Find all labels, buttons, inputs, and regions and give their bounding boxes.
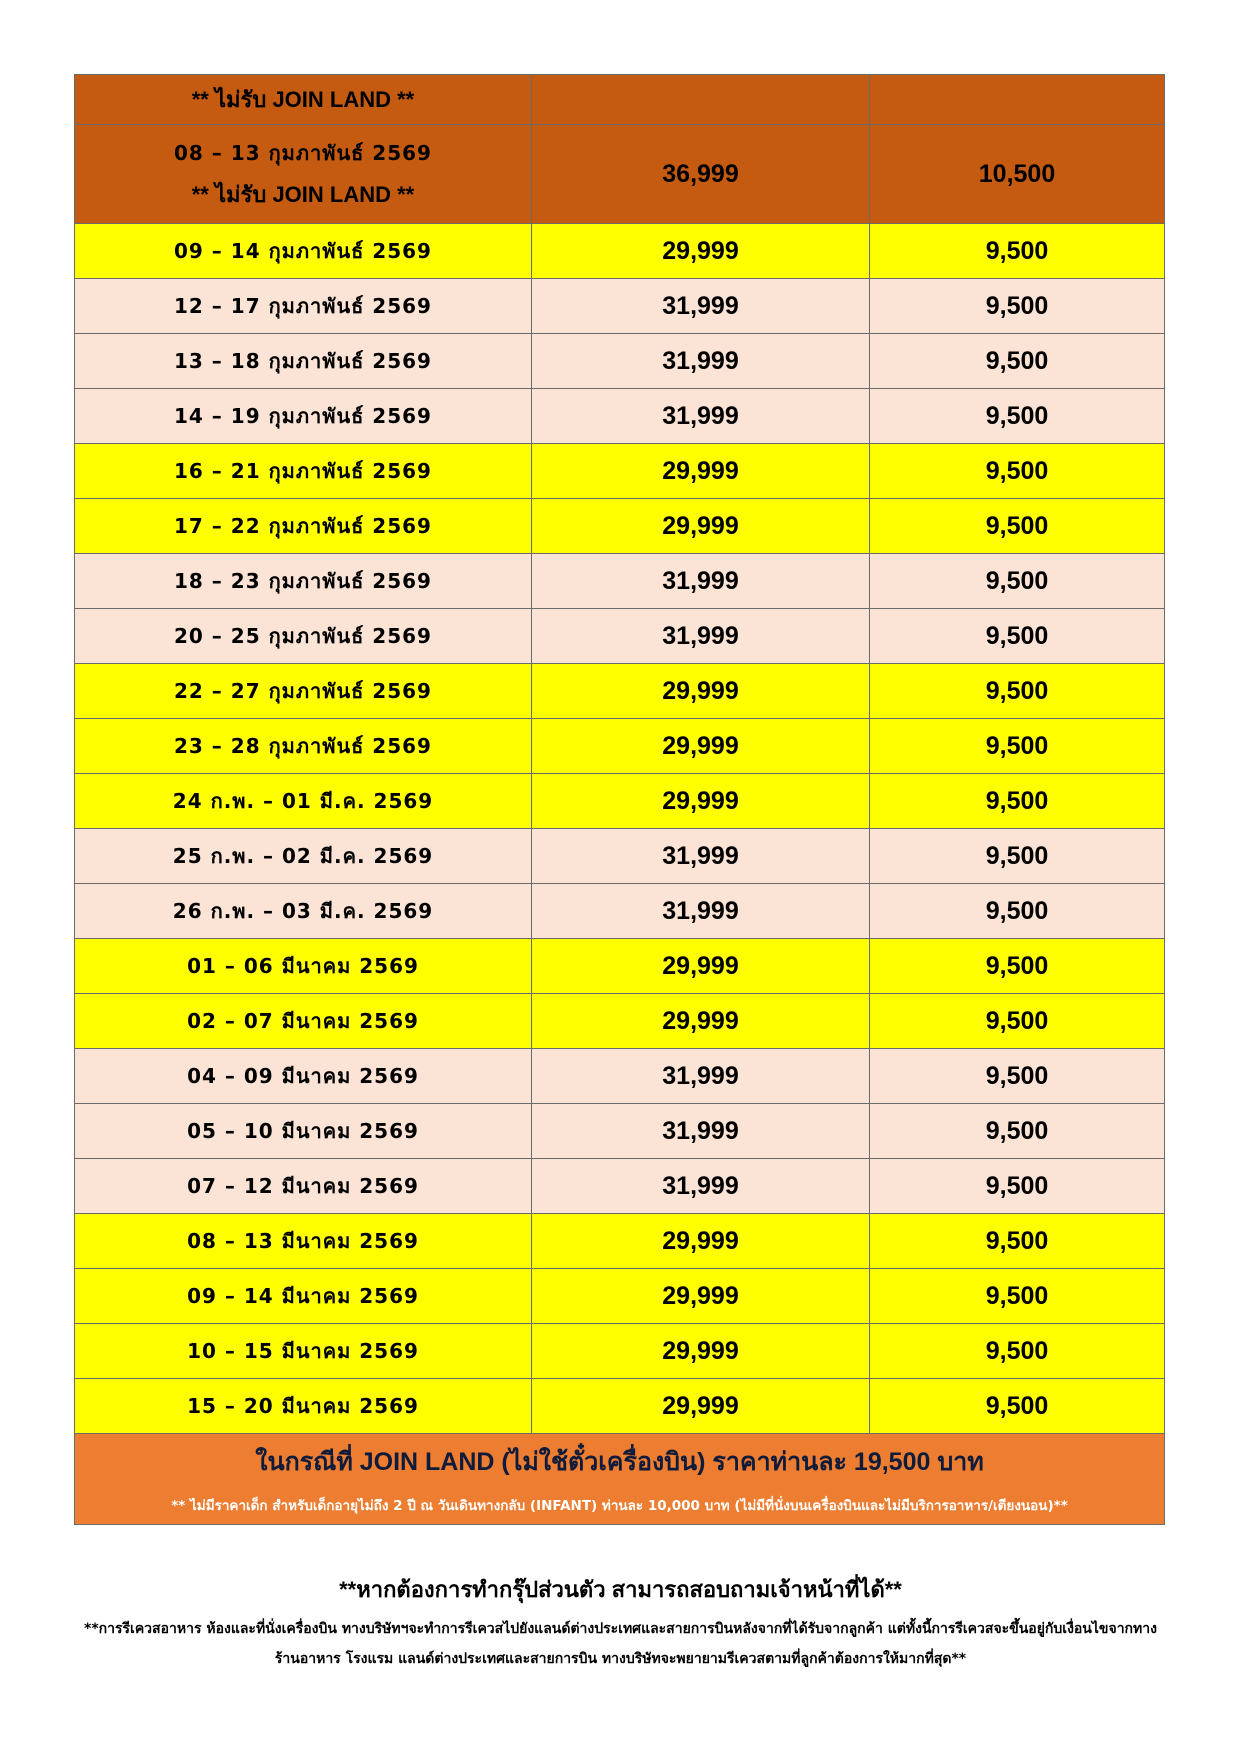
header-label: ** ไม่รับ JOIN LAND **: [191, 87, 415, 112]
no-join-land-label: ** ไม่รับ JOIN LAND **: [191, 181, 415, 207]
single-supplement: 9,500: [870, 1159, 1165, 1214]
departure-date: 25 ก.พ. – 02 มี.ค. 2569: [75, 829, 532, 884]
single-supplement: 9,500: [870, 1324, 1165, 1379]
table-row: [75, 1214, 1165, 1269]
table-row: [75, 829, 1165, 884]
single-supplement: 9,500: [870, 884, 1165, 939]
single-supplement: 9,500: [870, 1049, 1165, 1104]
header-date-cell: [75, 75, 532, 125]
infant-note: ** ไม่มีราคาเด็ก สำหรับเด็กอายุไม่ถึง 2 ปี ณ วันเดินทางกลับ (INFANT) ท่านละ 10,000 บาท (ไม่มีที่นั่งบนเครื่องบินและไม่มีบริการอาหาร/เตียงนอน)**: [171, 1498, 1068, 1514]
departure-date: 23 – 28 กุมภาพันธ์ 2569: [75, 719, 532, 774]
table-row: [75, 609, 1165, 664]
adult-price: 31,999: [532, 1104, 870, 1159]
header-single-cell: [870, 75, 1165, 125]
price-table: [74, 74, 1165, 1525]
adult-price: 31,999: [532, 1049, 870, 1104]
table-row: [75, 1324, 1165, 1379]
price-table-footer: [75, 1434, 1165, 1525]
departure-date: 16 – 21 กุมภาพันธ์ 2569: [75, 444, 532, 499]
table-row: [75, 774, 1165, 829]
adult-price: 29,999: [532, 939, 870, 994]
adult-price: 29,999: [532, 719, 870, 774]
single-supplement: 9,500: [870, 444, 1165, 499]
table-row: [75, 444, 1165, 499]
departure-date: 14 – 19 กุมภาพันธ์ 2569: [75, 389, 532, 444]
adult-price: 31,999: [532, 334, 870, 389]
single-supplement: 9,500: [870, 499, 1165, 554]
adult-price: 31,999: [532, 829, 870, 884]
departure-date: 04 – 09 มีนาคม 2569: [75, 1049, 532, 1104]
table-row: [75, 719, 1165, 774]
departure-date: 02 – 07 มีนาคม 2569: [75, 994, 532, 1049]
departure-date: 12 – 17 กุมภาพันธ์ 2569: [75, 279, 532, 334]
adult-price: 29,999: [532, 499, 870, 554]
departure-date: 20 – 25 กุมภาพันธ์ 2569: [75, 609, 532, 664]
adult-price: 29,999: [532, 224, 870, 279]
single-supplement: 10,500: [870, 125, 1165, 224]
table-row: [75, 1159, 1165, 1214]
adult-price: 31,999: [532, 389, 870, 444]
departure-date: 10 – 15 มีนาคม 2569: [75, 1324, 532, 1379]
single-supplement: 9,500: [870, 829, 1165, 884]
table-row: [75, 1049, 1165, 1104]
departure-date: 15 – 20 มีนาคม 2569: [75, 1379, 532, 1434]
table-row: [75, 389, 1165, 444]
join-land-footer-cell: [75, 1434, 1165, 1525]
table-row: [75, 1104, 1165, 1159]
departure-date: 17 – 22 กุมภาพันธ์ 2569: [75, 499, 532, 554]
single-supplement: 9,500: [870, 1104, 1165, 1159]
single-supplement: 9,500: [870, 1214, 1165, 1269]
table-row: [75, 1379, 1165, 1434]
table-row: [75, 554, 1165, 609]
adult-price: 29,999: [532, 1214, 870, 1269]
header-row-first-departure: [75, 125, 1165, 224]
departure-date: 13 – 18 กุมภาพันธ์ 2569: [75, 334, 532, 389]
single-supplement: 9,500: [870, 1269, 1165, 1324]
adult-price: 29,999: [532, 444, 870, 499]
single-supplement: 9,500: [870, 224, 1165, 279]
single-supplement: 9,500: [870, 279, 1165, 334]
departure-date: 05 – 10 มีนาคม 2569: [75, 1104, 532, 1159]
departure-date: 24 ก.พ. – 01 มี.ค. 2569: [75, 774, 532, 829]
single-supplement: 9,500: [870, 994, 1165, 1049]
request-remark: **การรีเควสอาหาร ห้องและที่นั่งเครื่องบิน ทางบริษัทฯจะทำการรีเควสไปยังแลนด์ต่างประเทศและสายการบินหลังจากที่ได้รับจากลูกค้า แต่ทั้งนี้การรีเควสจะขึ้นอยู่กับเงื่อนไขจากทางร้านอาหาร โรงแรม แลนด์ต่างประเทศและสายการบิน ทางบริษัทจะพยายามรีเควสตามที่ลูกค้าต้องการให้มากที่สุด**: [84, 1621, 1157, 1667]
departure-date: 08 – 13 มีนาคม 2569: [75, 1214, 532, 1269]
departure-date: 01 – 06 มีนาคม 2569: [75, 939, 532, 994]
departure-date: 09 – 14 กุมภาพันธ์ 2569: [75, 224, 532, 279]
adult-price: 29,999: [532, 994, 870, 1049]
single-supplement: 9,500: [870, 554, 1165, 609]
departure-date: 22 – 27 กุมภาพันธ์ 2569: [75, 664, 532, 719]
header-price-cell: [532, 75, 870, 125]
single-supplement: 9,500: [870, 389, 1165, 444]
adult-price: 31,999: [532, 554, 870, 609]
single-supplement: 9,500: [870, 1379, 1165, 1434]
departure-date: 09 – 14 มีนาคม 2569: [75, 1269, 532, 1324]
single-supplement: 9,500: [870, 664, 1165, 719]
adult-price: 29,999: [532, 1269, 870, 1324]
table-row: [75, 884, 1165, 939]
table-row: [75, 664, 1165, 719]
table-row: [75, 939, 1165, 994]
departure-date: 07 – 12 มีนาคม 2569: [75, 1159, 532, 1214]
adult-price: 36,999: [532, 125, 870, 224]
table-row: [75, 499, 1165, 554]
adult-price: 31,999: [532, 1159, 870, 1214]
join-land-footer-row: [75, 1434, 1165, 1525]
single-supplement: 9,500: [870, 719, 1165, 774]
adult-price: 29,999: [532, 1324, 870, 1379]
single-supplement: 9,500: [870, 609, 1165, 664]
table-row: [75, 279, 1165, 334]
table-row: [75, 334, 1165, 389]
adult-price: 29,999: [532, 774, 870, 829]
join-land-price-text: ในกรณีที่ JOIN LAND (ไม่ใช้ตั๋วเครื่องบิน) ราคาท่านละ 19,500 บาท: [255, 1448, 984, 1476]
price-table-body: [75, 75, 1165, 1434]
single-supplement: 9,500: [870, 939, 1165, 994]
adult-price: 29,999: [532, 664, 870, 719]
single-supplement: 9,500: [870, 334, 1165, 389]
adult-price: 31,999: [532, 279, 870, 334]
header-date-cell: [75, 125, 532, 224]
adult-price: 31,999: [532, 884, 870, 939]
table-row: [75, 224, 1165, 279]
departure-date: 26 ก.พ. – 03 มี.ค. 2569: [75, 884, 532, 939]
table-row: [75, 1269, 1165, 1324]
private-group-contact-title: **หากต้องการทำกรุ๊ปส่วนตัว สามารถสอบถามเจ้าหน้าที่ได้**: [339, 1577, 902, 1602]
single-supplement: 9,500: [870, 774, 1165, 829]
header-row-no-join-land: [75, 75, 1165, 125]
table-row: [75, 994, 1165, 1049]
departure-date: 08 – 13 กุมภาพันธ์ 2569: [174, 140, 432, 165]
adult-price: 31,999: [532, 609, 870, 664]
departure-date: 18 – 23 กุมภาพันธ์ 2569: [75, 554, 532, 609]
adult-price: 29,999: [532, 1379, 870, 1434]
